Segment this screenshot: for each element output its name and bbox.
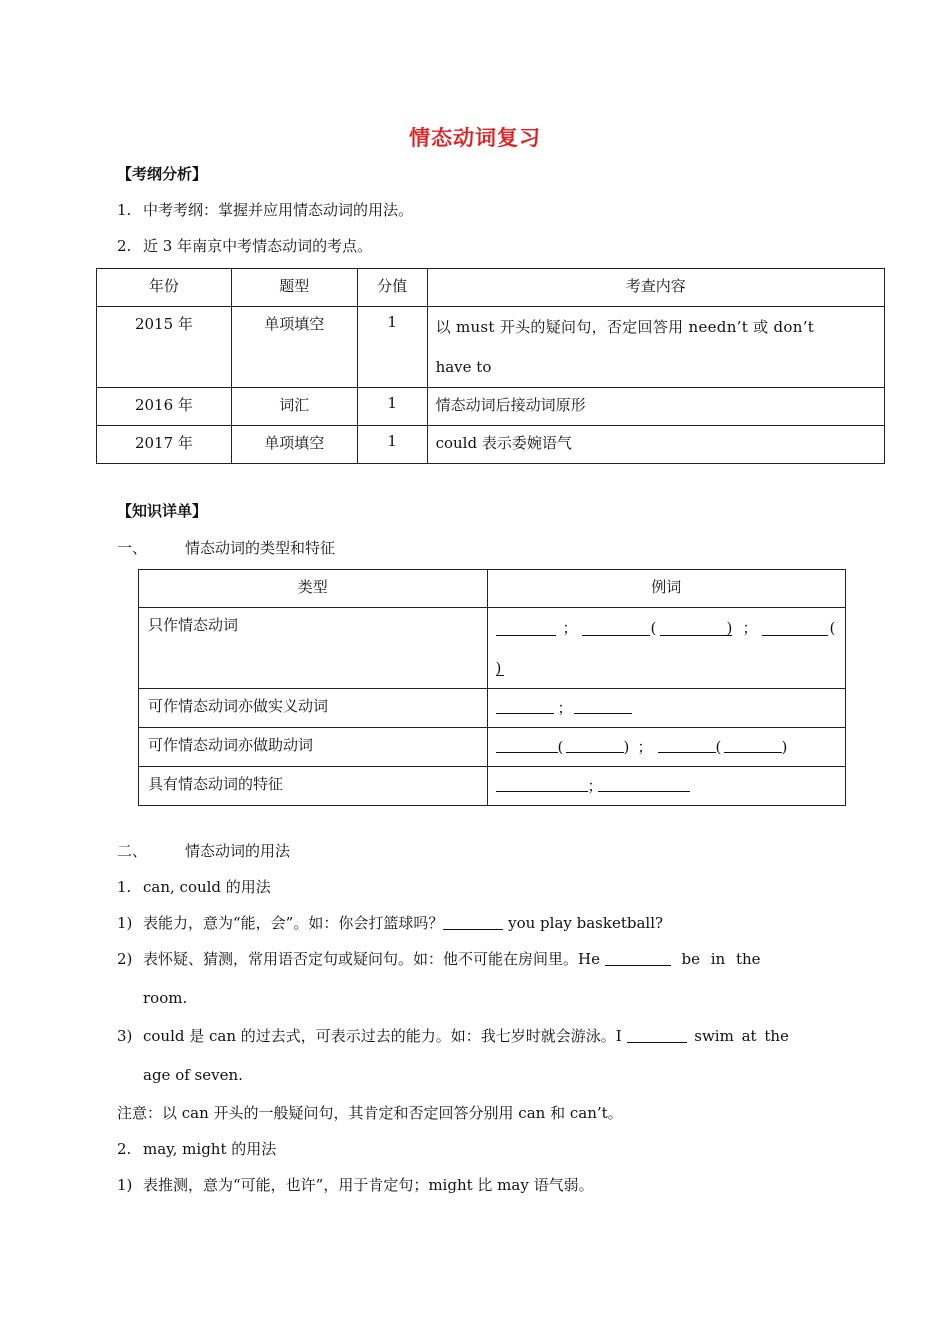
header-content: 考查内容 — [427, 269, 884, 307]
list-number: 1) — [117, 1176, 133, 1194]
list-number: 1. — [117, 201, 132, 219]
cell-score: 1 — [357, 426, 427, 464]
cell-type: 只作情态动词 — [139, 608, 488, 689]
sub-heading-may-might — [117, 1138, 276, 1159]
separator: ； — [562, 619, 578, 637]
answer-blank[interactable] — [496, 737, 558, 753]
list-number: 1) — [117, 914, 133, 932]
answer-blank[interactable] — [566, 737, 624, 753]
separator: ； — [557, 699, 573, 717]
header-type: 类型 — [139, 570, 488, 608]
table-row — [139, 767, 846, 806]
part-number: 一、 — [117, 539, 148, 557]
paren-close: ) — [495, 659, 502, 677]
answer-blank[interactable] — [574, 698, 632, 714]
cell-content: 情态动词后接动词原形 — [427, 388, 884, 426]
part-2-heading — [117, 840, 290, 861]
table-row — [139, 728, 846, 767]
paren-close: ) — [781, 738, 788, 756]
answer-blank[interactable] — [496, 698, 554, 714]
usage-text-end: you play basketball? — [503, 914, 664, 932]
exam-item-1 — [117, 199, 413, 220]
may-item-1 — [117, 1174, 594, 1195]
paren-close: ) — [726, 619, 733, 637]
cell-examples — [487, 689, 845, 728]
part-text: 情态动词的用法 — [185, 842, 291, 860]
note-text: 注意：以 can 开头的一般疑问句，其肯定和否定回答分别用 can 和 can’t。 — [117, 1104, 623, 1122]
answer-blank[interactable] — [598, 776, 690, 792]
usage-item-2 — [117, 948, 761, 969]
exam-item-2 — [117, 235, 372, 256]
cell-year: 2015 年 — [97, 307, 232, 388]
paren-open: ( — [829, 619, 836, 637]
cell-score: 1 — [357, 307, 427, 388]
cell-year: 2017 年 — [97, 426, 232, 464]
list-number: 2. — [117, 1140, 132, 1158]
usage-item-1 — [117, 912, 663, 933]
separator: ； — [742, 619, 758, 637]
answer-blank[interactable] — [582, 620, 650, 636]
sub-heading-can-could — [117, 876, 271, 897]
cell-type: 具有情态动词的特征 — [139, 767, 488, 806]
part-1-heading — [117, 537, 335, 558]
table-row — [139, 689, 846, 728]
answer-blank[interactable] — [660, 620, 732, 636]
cell-examples — [487, 767, 845, 806]
usage-item-2-continued: room. — [143, 989, 188, 1007]
header-score: 分值 — [357, 269, 427, 307]
content-line-2: have to — [435, 358, 492, 376]
cell-examples — [487, 728, 845, 767]
table-row — [97, 388, 885, 426]
list-number: 1. — [117, 878, 132, 896]
answer-blank[interactable] — [724, 737, 782, 753]
answer-blank[interactable] — [443, 914, 503, 930]
section-heading-knowledge: 【知识详单】 — [117, 502, 208, 520]
answer-blank[interactable] — [605, 950, 671, 966]
answer-blank-underline — [496, 660, 504, 676]
table-row — [139, 608, 846, 689]
answer-blank[interactable] — [658, 737, 716, 753]
list-text: 中考考纲：掌握并应用情态动词的用法。 — [143, 201, 414, 219]
content-line-1: 以 must 开头的疑问句，否定回答用 needn’t 或 don’t — [435, 318, 815, 336]
cell-content — [427, 307, 884, 388]
header-examples: 例词 — [487, 570, 845, 608]
list-text: 近 3 年南京中考情态动词的考点。 — [143, 237, 373, 255]
separator: ； — [587, 777, 603, 795]
cell-type: 可作情态动词亦做助动词 — [139, 728, 488, 767]
paren-close: ) — [623, 738, 630, 756]
cell-year: 2016 年 — [97, 388, 232, 426]
answer-blank[interactable] — [762, 620, 828, 636]
section-heading-exam-analysis: 【考纲分析】 — [117, 165, 208, 183]
part-text: 情态动词的类型和特征 — [185, 539, 336, 557]
list-number: 3) — [117, 1027, 133, 1045]
usage-text: 表怀疑、猜测，常用语否定句或疑问句。如：他不可能在房间里。He — [143, 950, 605, 968]
usage-text: could 是 can 的过去式，可表示过去的能力。如：我七岁时就会游泳。I — [143, 1027, 627, 1045]
answer-blank[interactable] — [496, 776, 588, 792]
list-text: may, might 的用法 — [143, 1140, 277, 1158]
part-number: 二、 — [117, 842, 148, 860]
cell-type: 可作情态动词亦做实义动词 — [139, 689, 488, 728]
cell-content: could 表示委婉语气 — [427, 426, 884, 464]
table-header-row — [97, 269, 885, 307]
usage-item-3 — [117, 1025, 789, 1046]
answer-blank[interactable] — [496, 620, 556, 636]
table-header-row — [139, 570, 846, 608]
list-text: can, could 的用法 — [143, 878, 271, 896]
usage-text: 表能力，意为“能，会”。如：你会打篮球吗？ — [143, 914, 444, 932]
list-number: 2. — [117, 237, 132, 255]
table-row — [97, 426, 885, 464]
usage-text: 表推测，意为“可能，也许”，用于肯定句；might 比 may 语气弱。 — [143, 1176, 594, 1194]
usage-item-3-continued: age of seven. — [143, 1066, 243, 1084]
list-number: 2) — [117, 950, 133, 968]
cell-type: 单项填空 — [231, 307, 357, 388]
cell-type: 词汇 — [231, 388, 357, 426]
cell-examples — [487, 608, 845, 689]
modal-types-table — [138, 569, 846, 806]
cell-type: 单项填空 — [231, 426, 357, 464]
paren-open: ( — [650, 619, 657, 637]
header-type: 题型 — [231, 269, 357, 307]
exam-points-table — [96, 268, 885, 464]
cell-score: 1 — [357, 388, 427, 426]
page-title: 情态动词复习 — [409, 125, 541, 150]
paren-open: ( — [557, 738, 564, 756]
separator: ； — [637, 738, 653, 756]
table-row — [97, 307, 885, 388]
answer-blank[interactable] — [627, 1027, 687, 1043]
header-year: 年份 — [97, 269, 232, 307]
paren-open: ( — [715, 738, 722, 756]
usage-text-end: swim at the — [686, 1027, 789, 1045]
usage-text-end: be in the — [670, 950, 761, 968]
